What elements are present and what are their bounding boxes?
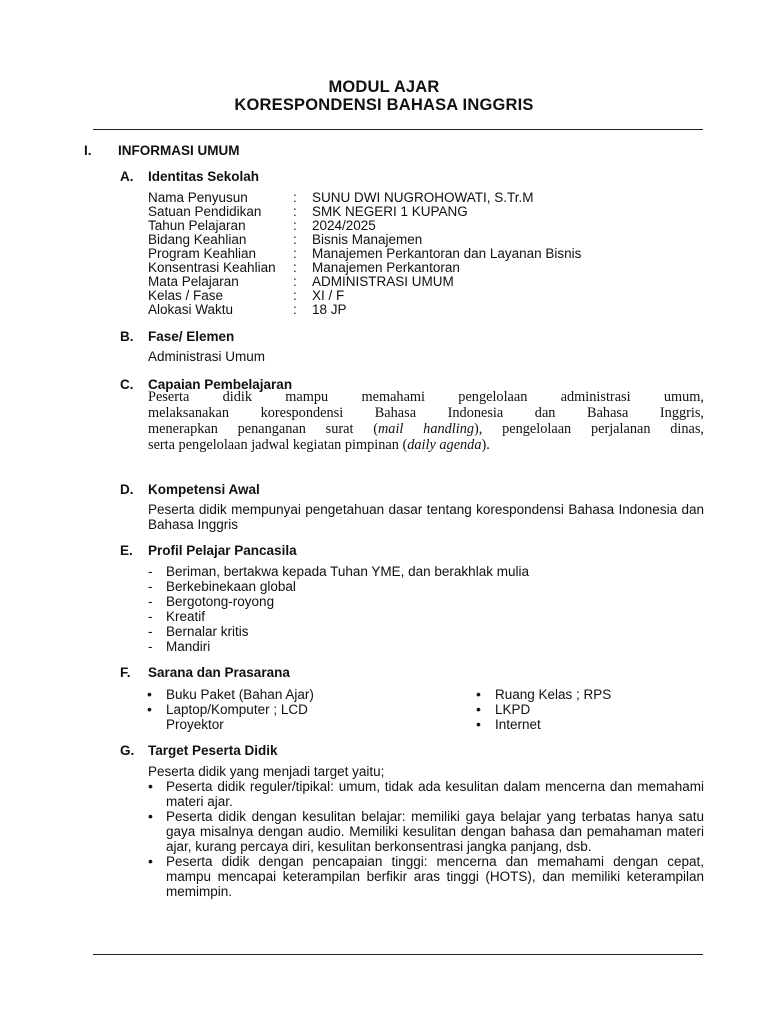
subsection-d-letter: D.	[120, 482, 134, 497]
target-intro: Peserta didik yang menjadi target yaitu;	[148, 764, 385, 779]
profil-item: - Mandiri	[148, 639, 529, 654]
profil-item: - Bergotong-royong	[148, 594, 529, 609]
daily-agenda-term: daily agenda	[407, 437, 482, 453]
subsection-g-letter: G.	[120, 743, 135, 758]
document-title-line1: MODUL AJAR	[328, 78, 440, 96]
section-title: INFORMASI UMUM	[118, 143, 240, 158]
identity-colon: :	[293, 274, 297, 289]
profil-item: - Berkebinekaan global	[148, 579, 529, 594]
sarana-item-label: Internet	[495, 717, 541, 732]
capaian-line-1: Peserta didik mampu memahami pengelolaan administrasi umum,	[148, 389, 704, 405]
identity-value: Manajemen Perkantoran dan Layanan Bisnis	[312, 246, 582, 261]
bullet-icon: •	[476, 686, 481, 702]
target-item	[148, 854, 704, 899]
subsection-b-title: Fase/ Elemen	[148, 329, 235, 344]
fase-elemen-text: Administrasi Umum	[148, 349, 266, 364]
sarana-item	[476, 687, 756, 702]
mail-handling-term: mail handling	[377, 421, 475, 437]
sarana-item-label: Ruang Kelas ; RPS	[495, 687, 612, 702]
identity-colon: :	[293, 302, 297, 317]
sarana-item	[147, 702, 427, 717]
sarana-item	[147, 717, 427, 732]
identity-colon: :	[293, 288, 297, 303]
target-item-text: Peserta didik reguler/tipikal: umum, tidak ada kesulitan dalam mencerna dan memahami materi ajar.	[166, 779, 704, 809]
identity-label: Bidang Keahlian	[148, 232, 247, 247]
subsection-c-title: Capaian Pembelajaran	[148, 377, 293, 392]
capaian-line-4: serta pengelolaan jadwal kegiatan pimpinan (daily agenda).	[148, 437, 490, 453]
profil-item: - Beriman, bertakwa kepada Tuhan YME, dan berakhlak mulia	[148, 564, 529, 579]
identity-label: Mata Pelajaran	[148, 274, 239, 289]
section-number: I.	[84, 143, 92, 158]
document-title-line2: KORESPONDENSI BAHASA INGGRIS	[234, 96, 534, 114]
capaian-line-2: melaksanakan korespondensi Bahasa Indonesia dan Bahasa Inggris,	[148, 405, 704, 421]
identity-value: SUNU DWI NUGROHOWATI, S.Tr.M	[312, 190, 534, 205]
capaian-line-3: menerapkan penanganan surat (mail handling), pengelolaan perjalanan dinas,	[148, 421, 705, 437]
identity-label: Program Keahlian	[148, 246, 257, 261]
subsection-a-letter: A.	[120, 169, 134, 184]
bullet-icon: •	[147, 701, 152, 717]
profil-item: - Kreatif	[148, 609, 529, 624]
identity-colon: :	[293, 232, 297, 247]
subsection-e-title: Profil Pelajar Pancasila	[148, 543, 297, 558]
identity-value: XI / F	[312, 288, 345, 303]
bullet-icon: •	[476, 701, 481, 717]
profil-item: - Bernalar kritis	[148, 624, 529, 639]
identity-value: 2024/2025	[312, 218, 376, 233]
sarana-item	[476, 717, 756, 732]
identity-colon: :	[293, 190, 297, 205]
bottom-divider	[93, 954, 703, 955]
subsection-a-title: Identitas Sekolah	[148, 169, 260, 184]
identity-label: Satuan Pendidikan	[148, 204, 262, 219]
bullet-icon: •	[147, 686, 152, 702]
identity-label: Tahun Pelajaran	[148, 218, 246, 233]
identity-value: ADMINISTRASI UMUM	[312, 274, 454, 289]
identity-colon: :	[293, 218, 297, 233]
identity-value: SMK NEGERI 1 KUPANG	[312, 204, 468, 219]
subsection-c-letter: C.	[120, 377, 134, 392]
identity-colon: :	[293, 260, 297, 275]
identity-label: Alokasi Waktu	[148, 302, 234, 317]
profil-pelajar-list	[148, 564, 529, 654]
bullet-icon: •	[148, 778, 153, 794]
target-peserta-list	[148, 779, 704, 899]
identity-colon: :	[293, 246, 297, 261]
identity-colon: :	[293, 204, 297, 219]
identity-label: Konsentrasi Keahlian	[148, 260, 276, 275]
subsection-b-letter: B.	[120, 329, 134, 344]
subsection-f-letter: F.	[120, 665, 131, 680]
kompetensi-awal-text: Peserta didik mempunyai pengetahuan dasar tentang korespondensi Bahasa Indonesia dan Bahasa Inggris	[148, 502, 704, 532]
subsection-e-letter: E.	[120, 543, 133, 558]
bullet-icon: •	[148, 808, 153, 824]
identity-value: Manajemen Perkantoran	[312, 260, 460, 275]
subsection-d-title: Kompetensi Awal	[148, 482, 260, 497]
target-item-text: Peserta didik dengan pencapaian tinggi: mencerna dan memahami dengan cepat, mampu mencapai keterampilan berfikir aras tinggi (HOTS), dan memiliki keterampilan memimpin.	[166, 854, 704, 899]
sarana-item-label: Laptop/Komputer ; LCD	[166, 702, 308, 717]
target-item	[148, 779, 704, 809]
identity-label: Nama Penyusun	[148, 190, 248, 205]
identity-value: 18 JP	[312, 302, 347, 317]
sarana-item-label: Buku Paket (Bahan Ajar)	[166, 687, 314, 702]
bullet-icon: •	[476, 716, 481, 732]
identity-value: Bisnis Manajemen	[312, 232, 423, 247]
sarana-item	[476, 702, 756, 717]
target-item	[148, 809, 704, 854]
sarana-item-label: Proyektor	[166, 717, 224, 732]
top-divider	[93, 129, 703, 130]
sarana-item	[147, 687, 427, 702]
bullet-icon: •	[148, 853, 153, 869]
identity-label: Kelas / Fase	[148, 288, 224, 303]
target-item-text: Peserta didik dengan kesulitan belajar: memiliki gaya belajar yang terbatas hanya satu gaya misalnya dengan audio. Memiliki kesulitan dengan bahasa dan pemahaman materi ajar, kurang percaya diri, kesulitan berkonsentrasi jangka panjang, dsb.	[166, 809, 704, 854]
subsection-f-title: Sarana dan Prasarana	[148, 665, 290, 680]
subsection-g-title: Target Peserta Didik	[148, 743, 278, 758]
sarana-item-label: LKPD	[495, 702, 531, 717]
